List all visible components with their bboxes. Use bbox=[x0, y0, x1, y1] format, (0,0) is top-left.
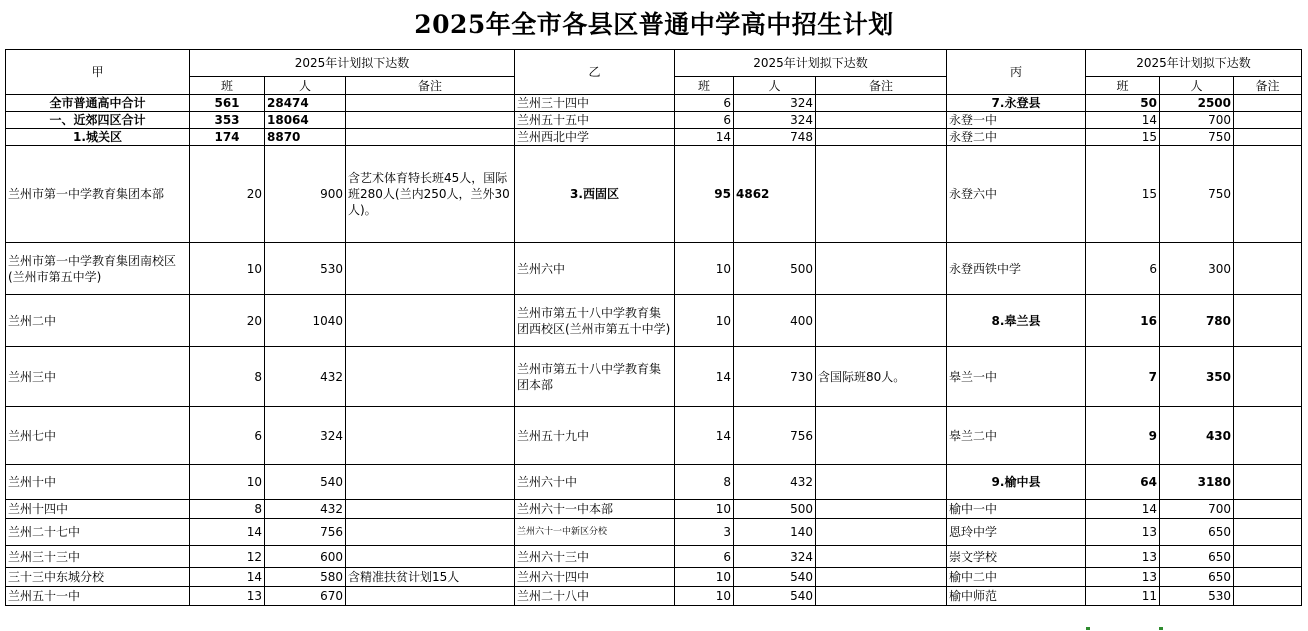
header-col-b: 乙 bbox=[515, 50, 675, 95]
school-name-b: 兰州三十四中 bbox=[515, 95, 675, 112]
school-name-b: 兰州五十九中 bbox=[515, 407, 675, 465]
class-count-b: 10 bbox=[675, 243, 734, 295]
student-count-c: 700 bbox=[1160, 112, 1234, 129]
class-count-c: 14 bbox=[1086, 500, 1160, 519]
note-b bbox=[816, 568, 947, 587]
note-a bbox=[346, 347, 515, 407]
student-count-a: 670 bbox=[265, 587, 346, 606]
table-row bbox=[6, 112, 1302, 129]
class-count-c: 13 bbox=[1086, 568, 1160, 587]
school-name-c: 恩玲中学 bbox=[947, 519, 1086, 546]
school-name-b: 兰州五十五中 bbox=[515, 112, 675, 129]
student-count-b: 540 bbox=[734, 568, 816, 587]
student-count-c: 300 bbox=[1160, 243, 1234, 295]
class-count-b: 8 bbox=[675, 465, 734, 500]
class-count-b: 6 bbox=[675, 112, 734, 129]
note-a bbox=[346, 500, 515, 519]
class-count-a: 14 bbox=[190, 568, 265, 587]
class-count-c: 15 bbox=[1086, 146, 1160, 243]
class-count-a: 174 bbox=[190, 129, 265, 146]
school-name-a: 兰州市第一中学教育集团本部 bbox=[6, 146, 190, 243]
class-count-b: 6 bbox=[675, 95, 734, 112]
note-b bbox=[816, 146, 947, 243]
header-plan-b: 2025年计划拟下达数 bbox=[675, 50, 947, 77]
note-c bbox=[1234, 243, 1302, 295]
class-count-a: 10 bbox=[190, 465, 265, 500]
student-count-a: 324 bbox=[265, 407, 346, 465]
class-count-b: 14 bbox=[675, 347, 734, 407]
school-name-a: 一、近郊四区合计 bbox=[6, 112, 190, 129]
note-c bbox=[1234, 146, 1302, 243]
header-ren-c: 人 bbox=[1160, 77, 1234, 95]
student-count-a: 900 bbox=[265, 146, 346, 243]
class-count-a: 561 bbox=[190, 95, 265, 112]
class-count-c: 50 bbox=[1086, 95, 1160, 112]
note-c bbox=[1234, 546, 1302, 568]
school-name-c: 永登西铁中学 bbox=[947, 243, 1086, 295]
note-b bbox=[816, 95, 947, 112]
class-count-c: 9 bbox=[1086, 407, 1160, 465]
school-name-a: 1.城关区 bbox=[6, 129, 190, 146]
school-name-b: 3.西固区 bbox=[515, 146, 675, 243]
note-a bbox=[346, 407, 515, 465]
header-ren-b: 人 bbox=[734, 77, 816, 95]
student-count-b: 540 bbox=[734, 587, 816, 606]
class-count-b: 6 bbox=[675, 546, 734, 568]
note-c bbox=[1234, 587, 1302, 606]
cell-marker bbox=[1086, 627, 1090, 630]
note-c bbox=[1234, 465, 1302, 500]
student-count-a: 28474 bbox=[265, 95, 346, 112]
school-name-c: 皋兰一中 bbox=[947, 347, 1086, 407]
student-count-c: 750 bbox=[1160, 129, 1234, 146]
note-b bbox=[816, 243, 947, 295]
student-count-c: 350 bbox=[1160, 347, 1234, 407]
school-name-a: 兰州三中 bbox=[6, 347, 190, 407]
student-count-c: 650 bbox=[1160, 546, 1234, 568]
class-count-a: 353 bbox=[190, 112, 265, 129]
table-row bbox=[6, 500, 1302, 519]
school-name-c: 7.永登县 bbox=[947, 95, 1086, 112]
cell-marker bbox=[1159, 627, 1163, 630]
school-name-c: 榆中二中 bbox=[947, 568, 1086, 587]
note-a bbox=[346, 546, 515, 568]
school-name-c: 9.榆中县 bbox=[947, 465, 1086, 500]
class-count-c: 6 bbox=[1086, 243, 1160, 295]
header-ren-a: 人 bbox=[265, 77, 346, 95]
header-note-c: 备注 bbox=[1234, 77, 1302, 95]
class-count-c: 15 bbox=[1086, 129, 1160, 146]
table-row bbox=[6, 146, 1302, 243]
student-count-c: 700 bbox=[1160, 500, 1234, 519]
school-name-a: 兰州二中 bbox=[6, 295, 190, 347]
class-count-c: 64 bbox=[1086, 465, 1160, 500]
note-c bbox=[1234, 129, 1302, 146]
class-count-b: 95 bbox=[675, 146, 734, 243]
school-name-b: 兰州六十一中本部 bbox=[515, 500, 675, 519]
note-a bbox=[346, 112, 515, 129]
note-c bbox=[1234, 407, 1302, 465]
school-name-a: 兰州七中 bbox=[6, 407, 190, 465]
class-count-a: 8 bbox=[190, 500, 265, 519]
school-name-c: 皋兰二中 bbox=[947, 407, 1086, 465]
class-count-b: 10 bbox=[675, 587, 734, 606]
student-count-b: 500 bbox=[734, 243, 816, 295]
school-name-b: 兰州六十中 bbox=[515, 465, 675, 500]
class-count-a: 20 bbox=[190, 295, 265, 347]
note-a bbox=[346, 95, 515, 112]
class-count-b: 14 bbox=[675, 407, 734, 465]
school-name-a: 兰州市第一中学教育集团南校区(兰州市第五中学) bbox=[6, 243, 190, 295]
header-note-b: 备注 bbox=[816, 77, 947, 95]
note-c bbox=[1234, 112, 1302, 129]
class-count-b: 10 bbox=[675, 500, 734, 519]
school-name-c: 榆中一中 bbox=[947, 500, 1086, 519]
student-count-c: 430 bbox=[1160, 407, 1234, 465]
header-plan-a: 2025年计划拟下达数 bbox=[190, 50, 515, 77]
note-b bbox=[816, 295, 947, 347]
school-name-c: 永登六中 bbox=[947, 146, 1086, 243]
class-count-c: 14 bbox=[1086, 112, 1160, 129]
note-b bbox=[816, 407, 947, 465]
class-count-a: 14 bbox=[190, 519, 265, 546]
school-name-a: 兰州二十七中 bbox=[6, 519, 190, 546]
note-a bbox=[346, 129, 515, 146]
student-count-a: 600 bbox=[265, 546, 346, 568]
student-count-a: 1040 bbox=[265, 295, 346, 347]
student-count-b: 140 bbox=[734, 519, 816, 546]
student-count-a: 580 bbox=[265, 568, 346, 587]
school-name-a: 兰州十中 bbox=[6, 465, 190, 500]
table-row bbox=[6, 465, 1302, 500]
table-row bbox=[6, 129, 1302, 146]
note-a bbox=[346, 465, 515, 500]
student-count-c: 650 bbox=[1160, 519, 1234, 546]
school-name-c: 永登一中 bbox=[947, 112, 1086, 129]
class-count-b: 3 bbox=[675, 519, 734, 546]
note-c bbox=[1234, 347, 1302, 407]
student-count-b: 432 bbox=[734, 465, 816, 500]
note-c bbox=[1234, 568, 1302, 587]
student-count-b: 324 bbox=[734, 112, 816, 129]
class-count-c: 11 bbox=[1086, 587, 1160, 606]
note-b bbox=[816, 500, 947, 519]
note-b: 含国际班80人。 bbox=[816, 347, 947, 407]
table-row bbox=[6, 95, 1302, 112]
student-count-c: 750 bbox=[1160, 146, 1234, 243]
student-count-b: 324 bbox=[734, 546, 816, 568]
note-a bbox=[346, 587, 515, 606]
student-count-b: 4862 bbox=[734, 146, 816, 243]
school-name-b: 兰州市第五十八中学教育集团西校区(兰州市第五十中学) bbox=[515, 295, 675, 347]
school-name-b: 兰州二十八中 bbox=[515, 587, 675, 606]
student-count-a: 8870 bbox=[265, 129, 346, 146]
class-count-b: 10 bbox=[675, 295, 734, 347]
student-count-b: 400 bbox=[734, 295, 816, 347]
student-count-a: 756 bbox=[265, 519, 346, 546]
note-b bbox=[816, 112, 947, 129]
note-a bbox=[346, 519, 515, 546]
note-c bbox=[1234, 500, 1302, 519]
class-count-a: 12 bbox=[190, 546, 265, 568]
table-row bbox=[6, 546, 1302, 568]
class-count-c: 7 bbox=[1086, 347, 1160, 407]
student-count-b: 730 bbox=[734, 347, 816, 407]
header-row-1 bbox=[6, 50, 1302, 77]
note-c bbox=[1234, 295, 1302, 347]
class-count-b: 10 bbox=[675, 568, 734, 587]
note-a bbox=[346, 295, 515, 347]
class-count-a: 6 bbox=[190, 407, 265, 465]
student-count-c: 780 bbox=[1160, 295, 1234, 347]
school-name-b: 兰州六十三中 bbox=[515, 546, 675, 568]
school-name-a: 兰州五十一中 bbox=[6, 587, 190, 606]
header-col-c: 丙 bbox=[947, 50, 1086, 95]
note-b bbox=[816, 129, 947, 146]
table-row bbox=[6, 347, 1302, 407]
student-count-b: 748 bbox=[734, 129, 816, 146]
class-count-b: 14 bbox=[675, 129, 734, 146]
note-a bbox=[346, 243, 515, 295]
school-name-a: 全市普通高中合计 bbox=[6, 95, 190, 112]
school-name-b: 兰州六十四中 bbox=[515, 568, 675, 587]
note-a: 含精准扶贫计划15人 bbox=[346, 568, 515, 587]
student-count-b: 500 bbox=[734, 500, 816, 519]
class-count-c: 13 bbox=[1086, 546, 1160, 568]
student-count-a: 18064 bbox=[265, 112, 346, 129]
table-row bbox=[6, 519, 1302, 546]
note-b bbox=[816, 519, 947, 546]
student-count-c: 2500 bbox=[1160, 95, 1234, 112]
class-count-c: 13 bbox=[1086, 519, 1160, 546]
school-name-c: 8.皋兰县 bbox=[947, 295, 1086, 347]
class-count-c: 16 bbox=[1086, 295, 1160, 347]
table-row bbox=[6, 587, 1302, 606]
class-count-a: 13 bbox=[190, 587, 265, 606]
school-name-a: 三十三中东城分校 bbox=[6, 568, 190, 587]
table-row bbox=[6, 295, 1302, 347]
school-name-b: 兰州西北中学 bbox=[515, 129, 675, 146]
class-count-a: 20 bbox=[190, 146, 265, 243]
student-count-b: 324 bbox=[734, 95, 816, 112]
table-row bbox=[6, 243, 1302, 295]
school-name-a: 兰州三十三中 bbox=[6, 546, 190, 568]
school-name-b: 兰州六中 bbox=[515, 243, 675, 295]
enrollment-table bbox=[5, 49, 1302, 606]
school-name-c: 榆中师范 bbox=[947, 587, 1086, 606]
student-count-c: 3180 bbox=[1160, 465, 1234, 500]
header-note-a: 备注 bbox=[346, 77, 515, 95]
note-b bbox=[816, 465, 947, 500]
note-c bbox=[1234, 95, 1302, 112]
header-ban-b: 班 bbox=[675, 77, 734, 95]
school-name-b: 兰州市第五十八中学教育集团本部 bbox=[515, 347, 675, 407]
class-count-a: 10 bbox=[190, 243, 265, 295]
note-b bbox=[816, 546, 947, 568]
student-count-a: 432 bbox=[265, 347, 346, 407]
table-row bbox=[6, 407, 1302, 465]
school-name-b: 兰州六十一中新区分校 bbox=[515, 519, 675, 546]
student-count-b: 756 bbox=[734, 407, 816, 465]
header-ban-c: 班 bbox=[1086, 77, 1160, 95]
note-b bbox=[816, 587, 947, 606]
school-name-a: 兰州十四中 bbox=[6, 500, 190, 519]
student-count-a: 432 bbox=[265, 500, 346, 519]
header-ban-a: 班 bbox=[190, 77, 265, 95]
page-title: 2025年全市各县区普通中学高中招生计划 bbox=[414, 10, 894, 39]
header-plan-c: 2025年计划拟下达数 bbox=[1086, 50, 1302, 77]
note-c bbox=[1234, 519, 1302, 546]
school-name-c: 永登二中 bbox=[947, 129, 1086, 146]
note-a: 含艺术体育特长班45人，国际班280人(兰内250人，兰外30人)。 bbox=[346, 146, 515, 243]
student-count-a: 540 bbox=[265, 465, 346, 500]
school-name-c: 崇文学校 bbox=[947, 546, 1086, 568]
header-col-a: 甲 bbox=[6, 50, 190, 95]
class-count-a: 8 bbox=[190, 347, 265, 407]
student-count-c: 650 bbox=[1160, 568, 1234, 587]
table-row bbox=[6, 568, 1302, 587]
student-count-c: 530 bbox=[1160, 587, 1234, 606]
student-count-a: 530 bbox=[265, 243, 346, 295]
